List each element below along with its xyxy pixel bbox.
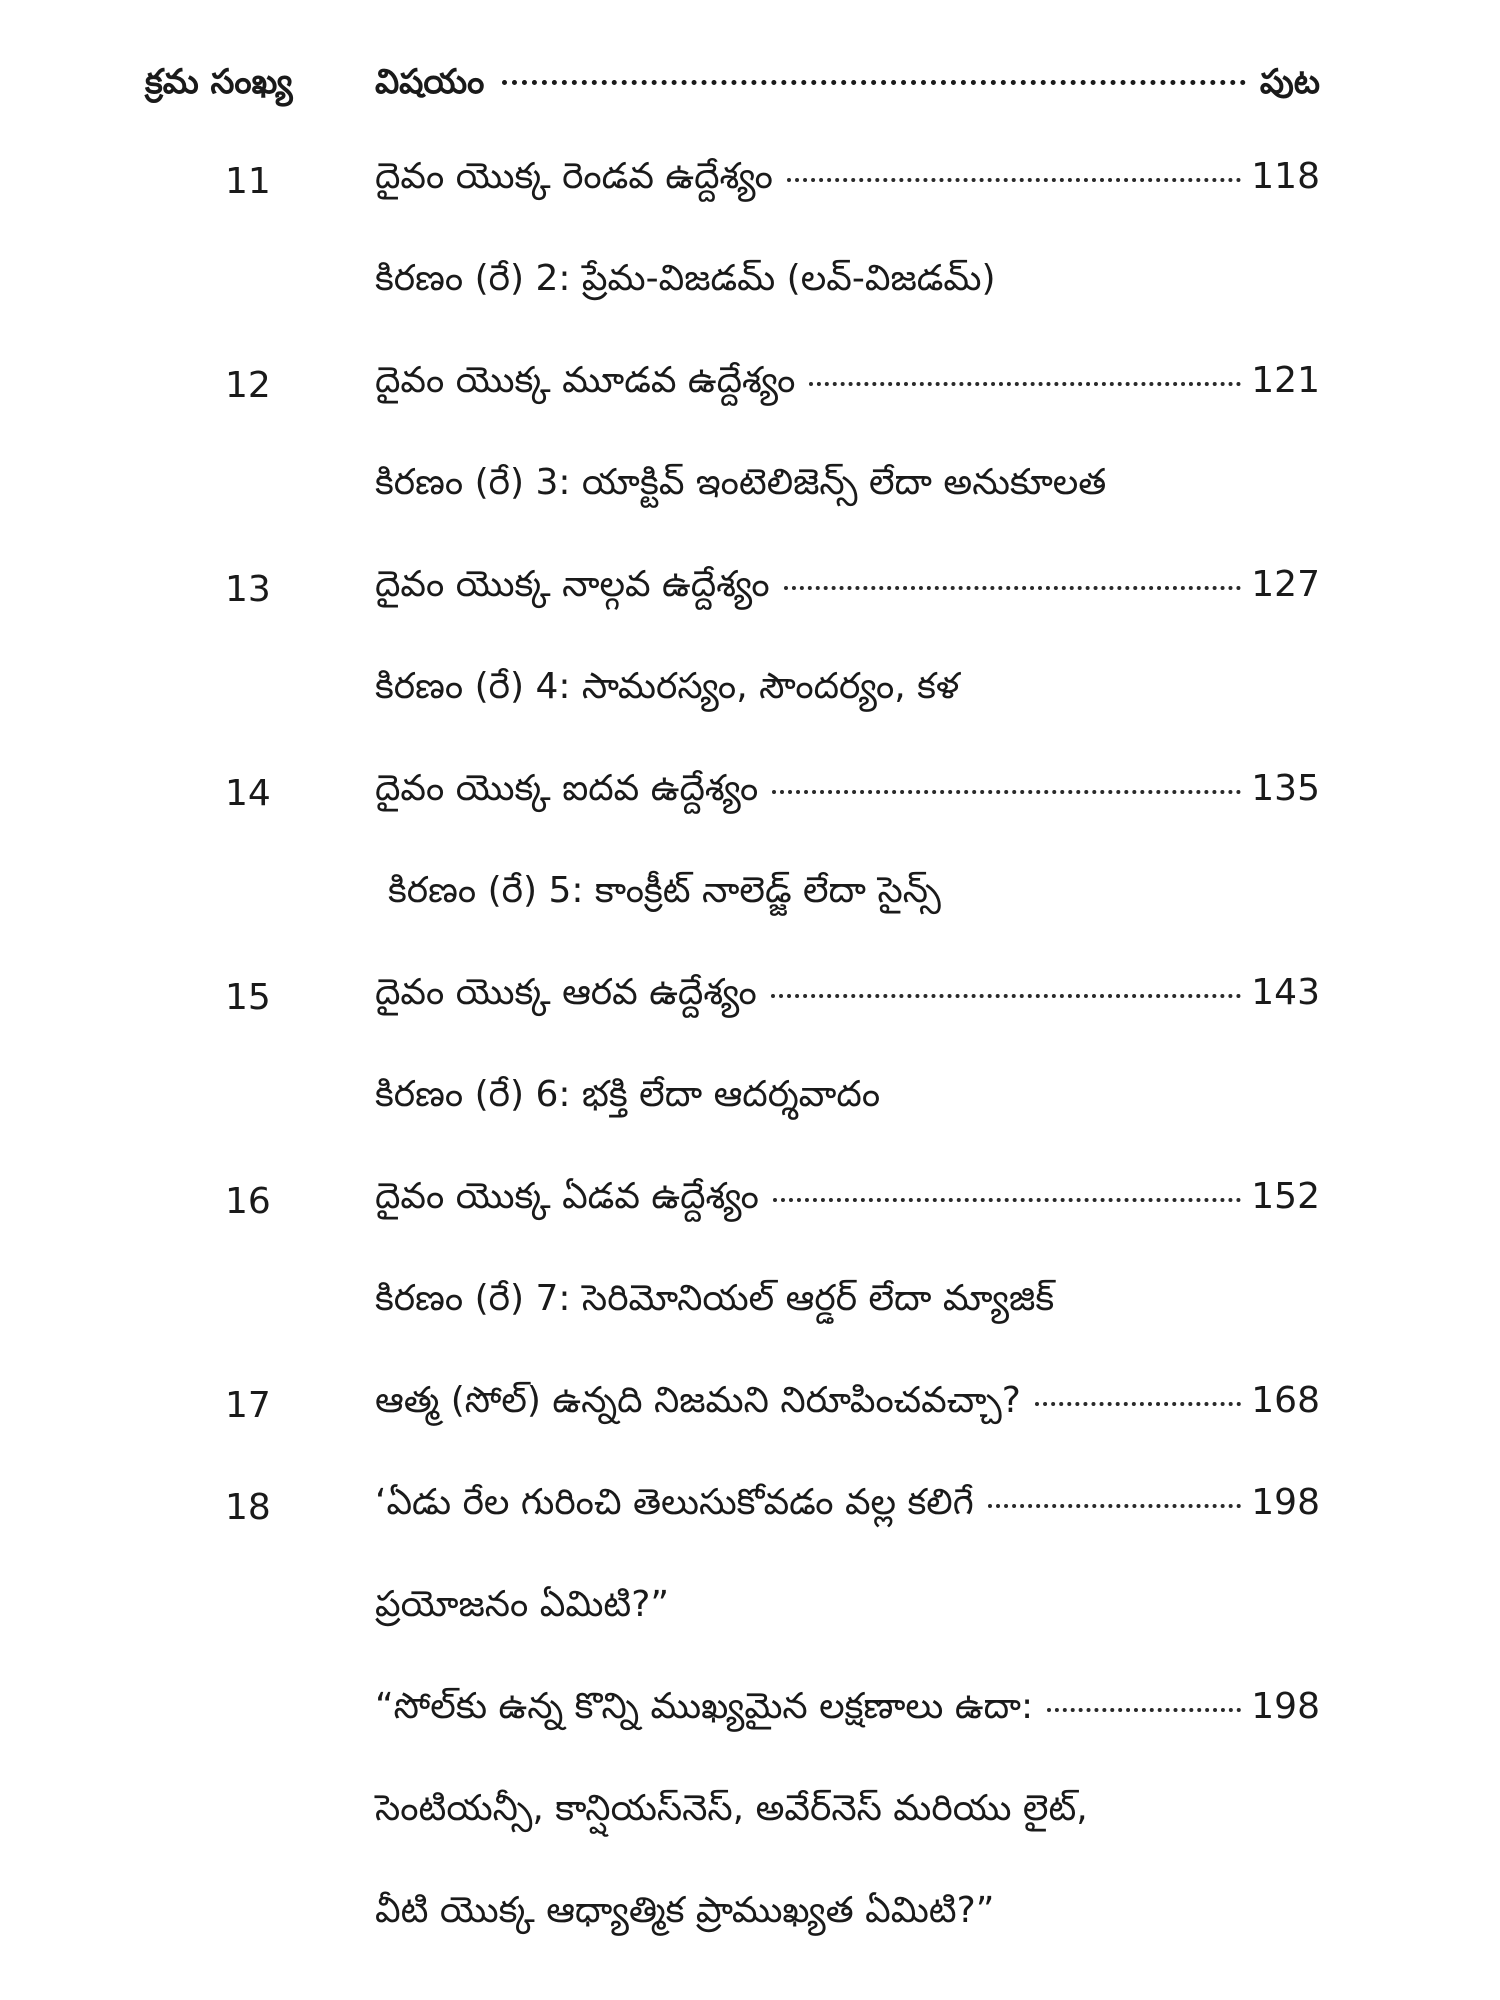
entry-title: సెంటియన్సీ, కాన్షియస్‌నెస్, అవేర్‌నెస్ మరియు లైట్, [375,1788,1088,1829]
entry-number: 18 [225,1486,271,1528]
entry-text [360,1890,1320,1940]
header-leader-dots [502,80,1245,85]
entry-page-number: 168 [1251,1380,1320,1421]
entry-text [360,156,1320,206]
toc-entry [145,1456,1320,1558]
entry-text [360,1176,1320,1226]
toc-entry [145,538,1320,640]
entry-text [360,360,1320,410]
entry-text [360,768,1320,818]
toc-entry [145,1864,1320,1966]
entry-leader-dots [1047,1708,1241,1712]
entry-number: 13 [225,568,271,610]
toc-header [145,62,1320,122]
entry-number: 17 [225,1384,271,1426]
toc-entry [145,1252,1320,1354]
toc-entry [145,1048,1320,1150]
entry-leader-dots [784,586,1242,590]
entry-text [360,666,1320,716]
header-subject-group [375,62,1260,110]
entry-text [360,1380,1320,1430]
entry-text [360,1788,1320,1838]
toc-entry [145,742,1320,844]
toc-entry [145,844,1320,946]
entry-title: ‘ఏడు రేల గురించి తెలుసుకోవడం వల్ల కలిగే [375,1482,974,1523]
entry-text [360,1074,1320,1124]
toc-rows [145,130,1320,1966]
entry-number: 16 [225,1180,271,1222]
toc-entry [145,130,1320,232]
entry-title: దైవం యొక్క ఐదవ ఉద్దేశ్యం [375,768,759,809]
entry-title: ఆత్మ (సోల్) ఉన్నది నిజమని నిరూపించవచ్చా? [375,1380,1021,1421]
entry-title: కిరణం (రే) 4: సామరస్యం, సౌందర్యం, కళ [375,666,960,707]
header-serial-number: క్రమ సంఖ్య [145,62,293,102]
toc-entry [145,436,1320,538]
entry-title: కిరణం (రే) 5: కాంక్రీట్ నాలెడ్జ్ లేదా సైన్స్ [388,870,941,911]
entry-number: 11 [225,160,271,202]
entry-page-number: 143 [1251,972,1320,1013]
entry-page-number: 198 [1251,1482,1320,1523]
entry-page-number: 121 [1251,360,1320,401]
entry-leader-dots [787,178,1241,182]
entry-leader-dots [771,994,1242,998]
entry-page-number: 198 [1251,1686,1320,1727]
entry-title: కిరణం (రే) 3: యాక్టివ్ ఇంటెలిజెన్స్ లేదా అనుకూలత [375,462,1107,503]
header-subject: విషయం [375,62,485,102]
toc-entry [145,334,1320,436]
entry-title: కిరణం (రే) 2: ప్రేమ-విజడమ్ (లవ్-విజడమ్) [375,258,996,299]
toc-entry [145,640,1320,742]
toc-entry [145,1150,1320,1252]
toc-entry [145,946,1320,1048]
entry-text [360,870,1320,920]
entry-title: దైవం యొక్క మూడవ ఉద్దేశ్యం [375,360,796,401]
entry-page-number: 127 [1251,564,1320,605]
entry-title: దైవం యొక్క రెండవ ఉద్దేశ్యం [375,156,773,197]
entry-number: 12 [225,364,271,406]
entry-text [360,1584,1320,1634]
entry-title: కిరణం (రే) 7: సెరిమోనియల్ ఆర్డర్ లేదా మ్యాజిక్ [375,1278,1055,1319]
entry-text [360,1278,1320,1328]
toc-entry [145,232,1320,334]
entry-title: దైవం యొక్క ఆరవ ఉద్దేశ్యం [375,972,757,1013]
toc-entry [145,1660,1320,1762]
entry-title: దైవం యొక్క ఏడవ ఉద్దేశ్యం [375,1176,759,1217]
entry-title: దైవం యొక్క నాల్గవ ఉద్దేశ్యం [375,564,770,605]
entry-title: కిరణం (రే) 6: భక్తి లేదా ఆదర్శవాదం [375,1074,881,1115]
entry-number: 14 [225,772,271,814]
toc-entry [145,1762,1320,1864]
entry-leader-dots [772,790,1241,794]
entry-leader-dots [809,382,1241,386]
entry-leader-dots [988,1504,1242,1508]
toc-entry [145,1354,1320,1456]
entry-leader-dots [1035,1402,1241,1406]
entry-leader-dots [773,1198,1241,1202]
entry-page-number: 118 [1251,156,1320,197]
entry-text [360,564,1320,614]
toc-entry [145,1558,1320,1660]
entry-title: వీటి యొక్క ఆధ్యాత్మిక ప్రాముఖ్యత ఏమిటి?” [375,1890,995,1931]
entry-text [360,972,1320,1022]
entry-page-number: 152 [1251,1176,1320,1217]
entry-text [360,1482,1320,1532]
entry-title: “సోల్‌కు ఉన్న కొన్ని ముఖ్యమైన లక్షణాలు ఉదా: [375,1686,1034,1727]
entry-text [360,258,1320,308]
entry-number: 15 [225,976,271,1018]
entry-text [360,462,1320,512]
entry-page-number: 135 [1251,768,1320,809]
entry-title: ప్రయోజనం ఏమిటి?” [375,1584,669,1625]
header-page: పుట [1259,62,1320,102]
entry-text [360,1686,1320,1736]
